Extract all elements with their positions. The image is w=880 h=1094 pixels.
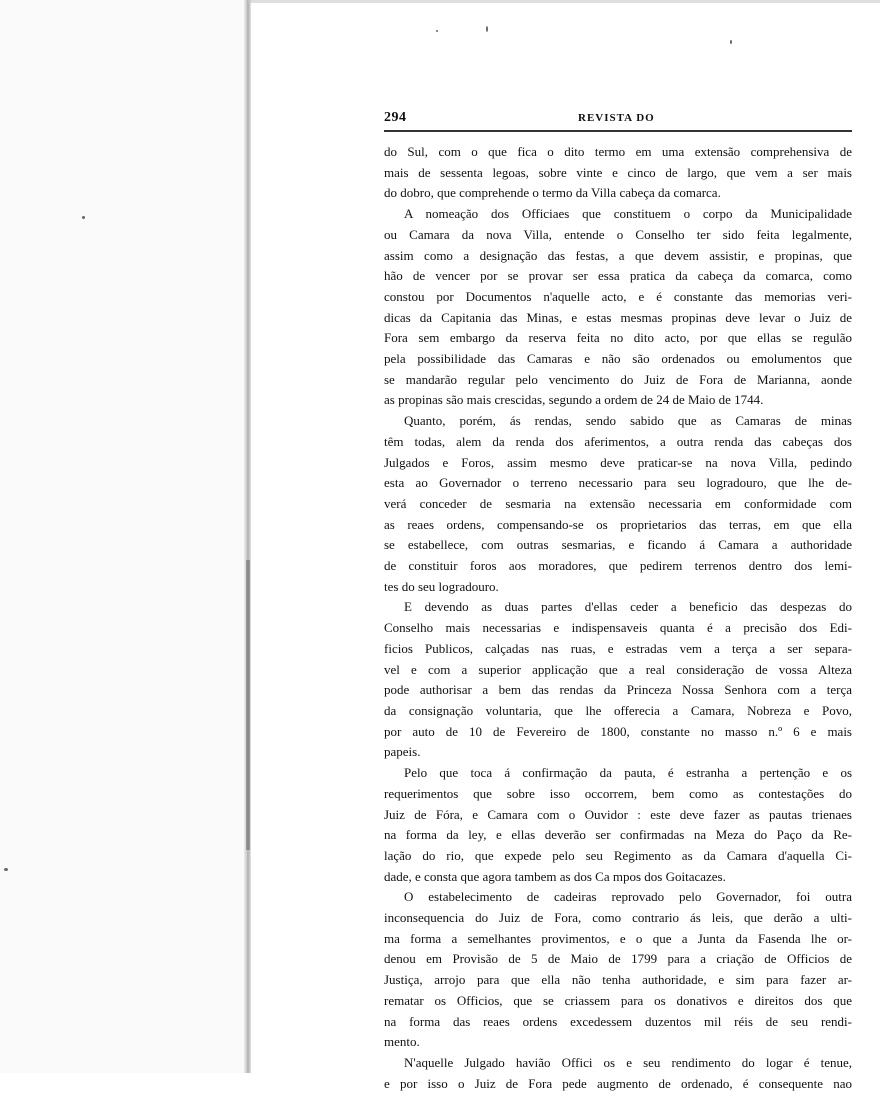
running-head: REVISTA DO (578, 112, 655, 124)
text-line: de constituir foros aos moradores, que pedirem terrenos dentro dos lemi- (384, 558, 852, 574)
page-top-edge (248, 0, 880, 3)
text-line: na forma da ley, e ellas deverão ser confirmadas na Meza do Paço da Re- (384, 827, 852, 843)
text-line: Fora sem embargo da reserva feita no dito acto, por que ellas se regulão (384, 330, 852, 346)
text-line: lação do rio, que expede pelo seu Regimento as da Camara d'aquella Ci- (384, 847, 852, 863)
binding-shadow (246, 560, 250, 850)
text-line: Quanto, porém, ás rendas, sendo sabido que as Camaras de minas (404, 413, 852, 429)
text-line: ficios Publicos, calçadas nas ruas, e estradas vem a terça a ser separa- (384, 640, 852, 656)
text-line: verá conceder de sesmaria na extensão necessaria em conformidade com (384, 495, 852, 511)
text-line: dicas da Capitania das Minas, e estas mesmas propinas deve levar o Juiz de (384, 309, 852, 325)
text-line: Pelo que toca á confirmação da pauta, é estranha a pertenção e os (404, 765, 852, 781)
text-line: do dobro, que comprehende o termo da Villa cabeça da comarca. (384, 185, 721, 201)
text-line: Julgados e Foros, assim mesmo deve praticar-se na nova Villa, pedindo (384, 454, 852, 470)
page-number: 294 (384, 110, 407, 125)
text-line: se mandarão regular pelo vencimento do Juiz de Fora de Marianna, aonde (384, 371, 852, 387)
book-page (384, 108, 852, 1094)
text-line: requerimentos que sobre isso occorrem, bem como as contestações do (384, 785, 852, 801)
scan-speck (436, 30, 438, 32)
text-line: têm todas, alem da renda dos aferimentos, a outra renda das cabeças dos (384, 433, 852, 449)
text-line: mais de sessenta legoas, sobre vinte e cinco de largo, que vem a ser mais (384, 164, 852, 180)
text-line: tes do seu logradouro. (384, 578, 499, 594)
text-line: Conselho mais necessarias e indispensaveis quanta é a precisão dos Edi- (384, 620, 852, 636)
text-line: pela possibilidade das Camaras e não são ordenados ou emolumentos que (384, 351, 852, 367)
text-line: na forma das reaes ordens excedessem duzentos mil réis de seu rendi- (384, 1013, 852, 1029)
text-line: papeis. (384, 744, 421, 760)
scan-speck (730, 40, 732, 44)
text-line: pode authorisar a bem das rendas da Princeza Nossa Senhora com a terça (384, 682, 852, 698)
page-header (384, 108, 852, 130)
text-line: as reaes ordens, compensando-se os proprietarios das terras, em que ella (384, 516, 852, 532)
text-line: se estabellece, com outras sesmarias, e ficando á Camara a authoridade (384, 537, 852, 553)
text-line: por auto de 10 de Fevereiro de 1800, constante no masso n.º 6 e mais (384, 723, 852, 739)
text-line: vel e com a superior applicação que a real consideração de vossa Alteza (384, 661, 852, 677)
text-line: e por isso o Juiz de Fora pede augmento de ordenado, é consequente nao (384, 1075, 852, 1091)
book-spine-shadow (244, 0, 251, 1073)
text-line: dade, e consta que agora tambem as dos Ca mpos dos Goitacazes. (384, 868, 726, 884)
text-line: as propinas são mais crescidas, segundo a ordem de 24 de Maio de 1744. (384, 392, 764, 408)
text-line: ma forma a semelhantes provimentos, e o que a Junta da Fasenda lhe or- (384, 930, 852, 946)
text-line: Justiça, arrojo para que ella não tenha authoridade, e sim para fazer ar- (384, 972, 852, 988)
left-page-gutter (0, 0, 250, 1073)
text-line: hão de vencer por se provar ser essa pratica da cabeça da comarca, como (384, 268, 852, 284)
text-line: do Sul, com o que fica o dito termo em uma extensão comprehensiva de (384, 144, 852, 159)
text-line: esta ao Governador o terreno necessario para seu logradouro, que lhe de- (384, 475, 852, 491)
text-line: N'aquelle Julgado havião Offici os e seu rendimento do logar é tenue, (404, 1054, 852, 1070)
text-line: denou em Provisão de 5 de Maio de 1799 para a criação de Officios de (384, 951, 852, 967)
text-line: assim como a designação das festas, a que devem assistir, e propinas, que (384, 247, 852, 263)
text-line: constou por Documentos n'aquelle acto, e é constante das memorias veri- (384, 288, 852, 304)
page-body (384, 142, 852, 1094)
text-line: inconsequencia do Juiz de Fora, como contrario ás leis, que derão a ulti- (384, 910, 852, 926)
scan-speck (4, 868, 8, 871)
scan-speck (486, 26, 488, 32)
header-rule (384, 130, 852, 132)
text-line: A nomeação dos Officiaes que constituem o corpo da Municipalidade (404, 206, 852, 222)
text-line: da consignação voluntaria, que lhe offerecia a Camara, Nobreza e Povo, (384, 702, 852, 718)
text-line: E devendo as duas partes d'ellas ceder a beneficio das despezas do (404, 599, 852, 615)
scan-speck (82, 216, 85, 219)
text-line: rematar os Officios, que se criassem para os donativos e direitos dos que (384, 992, 852, 1008)
text-line: mento. (384, 1034, 420, 1050)
text-line: ou Camara da nova Villa, entende o Conselho ter sido feita legalmente, (384, 226, 852, 242)
text-line: O estabelecimento de cadeiras reprovado pelo Governador, foi outra (404, 889, 852, 905)
text-line: Juiz de Fóra, e Camara com o Ouvidor : este deve fazer as pautas trienaes (384, 806, 852, 822)
